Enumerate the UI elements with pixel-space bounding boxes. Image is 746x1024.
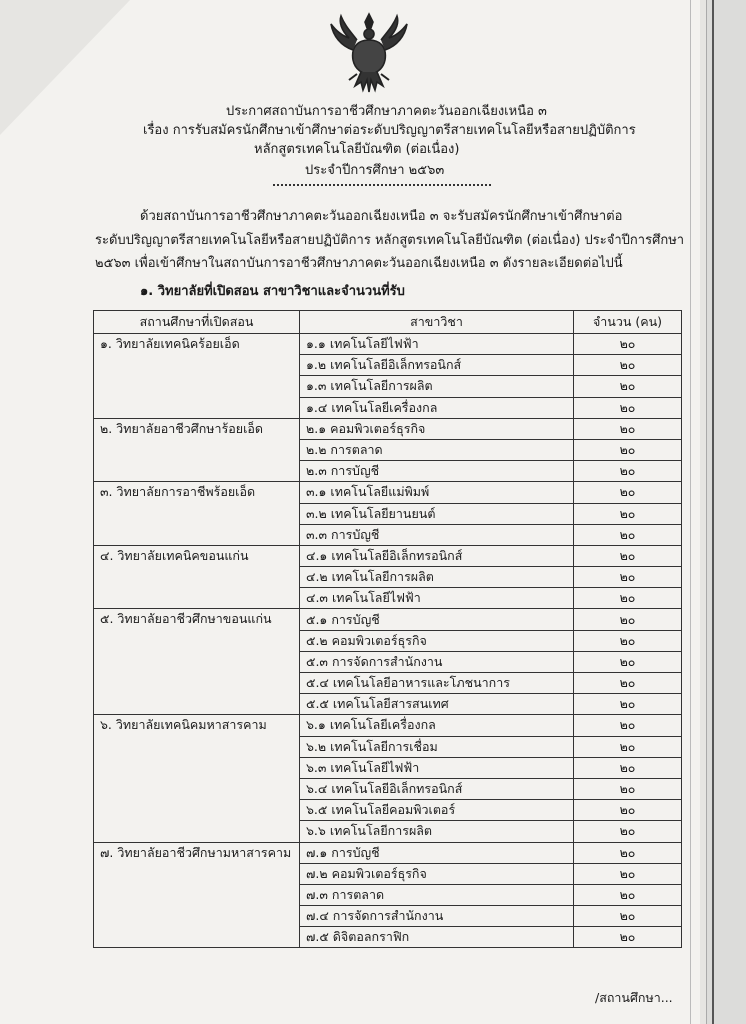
- major-cell: ๔.๒ เทคโนโลยีการผลิต: [300, 567, 574, 588]
- column-header: สาขาวิชา: [300, 311, 574, 334]
- major-cell: ๓.๓ การบัญชี: [300, 524, 574, 545]
- binding-line: [712, 0, 714, 1024]
- body-paragraph-line-3: ๒๕๖๓ เพื่อเข้าศึกษาในสถาบันการอาชีวศึกษาภาคตะวันออกเฉียงเหนือ ๓ ดังรายละเอียดต่อไปนี้: [95, 256, 623, 271]
- major-cell: ๗.๔ การจัดการสำนักงาน: [300, 906, 574, 927]
- count-cell: ๒๐: [574, 651, 682, 672]
- divider: [273, 184, 491, 186]
- count-cell: ๒๐: [574, 482, 682, 503]
- institution-cell: ๗. วิทยาลัยอาชีวศึกษามหาสารคาม: [94, 842, 300, 948]
- major-cell: ๑.๓ เทคโนโลยีการผลิต: [300, 376, 574, 397]
- major-cell: ๔.๑ เทคโนโลยีอิเล็กทรอนิกส์: [300, 545, 574, 566]
- major-cell: ๖.๒ เทคโนโลยีการเชื่อม: [300, 736, 574, 757]
- major-cell: ๓.๒ เทคโนโลยียานยนต์: [300, 503, 574, 524]
- institution-cell: ๑. วิทยาลัยเทคนิคร้อยเอ็ด: [94, 334, 300, 419]
- count-cell: ๒๐: [574, 609, 682, 630]
- header-curriculum: หลักสูตรเทคโนโลยีบัณฑิต (ต่อเนื่อง): [254, 142, 460, 157]
- count-cell: ๒๐: [574, 355, 682, 376]
- table-row: [94, 545, 682, 566]
- table-row: [94, 482, 682, 503]
- count-cell: ๒๐: [574, 588, 682, 609]
- count-cell: ๒๐: [574, 418, 682, 439]
- count-cell: ๒๐: [574, 503, 682, 524]
- major-cell: ๗.๓ การตลาด: [300, 884, 574, 905]
- column-header: จำนวน (คน): [574, 311, 682, 334]
- institution-cell: ๖. วิทยาลัยเทคนิคมหาสารคาม: [94, 715, 300, 842]
- table-row: [94, 418, 682, 439]
- count-cell: ๒๐: [574, 927, 682, 948]
- count-cell: ๒๐: [574, 863, 682, 884]
- table-row: [94, 842, 682, 863]
- header-subject: เรื่อง การรับสมัครนักศึกษาเข้าศึกษาต่อระดับปริญญาตรีสายเทคโนโลยีหรือสายปฏิบัติการ: [143, 123, 636, 138]
- body-paragraph-line-2: ระดับปริญญาตรีสายเทคโนโลยีหรือสายปฏิบัติการ หลักสูตรเทคโนโลยีบัณฑิต (ต่อเนื่อง) ประจำปีการศึกษา: [95, 233, 685, 248]
- institution-cell: ๓. วิทยาลัยการอาชีพร้อยเอ็ด: [94, 482, 300, 546]
- count-cell: ๒๐: [574, 397, 682, 418]
- count-cell: ๒๐: [574, 906, 682, 927]
- major-cell: ๕.๒ คอมพิวเตอร์ธุรกิจ: [300, 630, 574, 651]
- count-cell: ๒๐: [574, 439, 682, 460]
- count-cell: ๒๐: [574, 715, 682, 736]
- count-cell: ๒๐: [574, 757, 682, 778]
- major-cell: ๖.๑ เทคโนโลยีเครื่องกล: [300, 715, 574, 736]
- body-paragraph-line-1: ด้วยสถาบันการอาชีวศึกษาภาคตะวันออกเฉียงเหนือ ๓ จะรับสมัครนักศึกษาเข้าศึกษาต่อ: [140, 209, 623, 224]
- table-header-row: [94, 311, 682, 334]
- major-cell: ๕.๓ การจัดการสำนักงาน: [300, 651, 574, 672]
- major-cell: ๒.๒ การตลาด: [300, 439, 574, 460]
- count-cell: ๒๐: [574, 694, 682, 715]
- continued-footer: /สถานศึกษา...: [595, 990, 673, 1005]
- count-cell: ๒๐: [574, 334, 682, 355]
- major-cell: ๗.๑ การบัญชี: [300, 842, 574, 863]
- garuda-emblem-icon: [327, 10, 411, 98]
- major-cell: ๔.๓ เทคโนโลยีไฟฟ้า: [300, 588, 574, 609]
- major-cell: ๕.๑ การบัญชี: [300, 609, 574, 630]
- count-cell: ๒๐: [574, 778, 682, 799]
- page-fold-line: [690, 0, 691, 1024]
- major-cell: ๒.๓ การบัญชี: [300, 461, 574, 482]
- count-cell: ๒๐: [574, 800, 682, 821]
- count-cell: ๒๐: [574, 842, 682, 863]
- header-year: ประจำปีการศึกษา ๒๕๖๓: [305, 163, 445, 178]
- major-cell: ๕.๕ เทคโนโลยีสารสนเทศ: [300, 694, 574, 715]
- table-row: [94, 715, 682, 736]
- section-title: ๑. วิทยาลัยที่เปิดสอน สาขาวิชาและจำนวนที่รับ: [140, 284, 405, 299]
- count-cell: ๒๐: [574, 567, 682, 588]
- major-cell: ๑.๒ เทคโนโลยีอิเล็กทรอนิกส์: [300, 355, 574, 376]
- major-cell: ๖.๓ เทคโนโลยีไฟฟ้า: [300, 757, 574, 778]
- table-row: [94, 334, 682, 355]
- column-header: สถานศึกษาที่เปิดสอน: [94, 311, 300, 334]
- count-cell: ๒๐: [574, 736, 682, 757]
- count-cell: ๒๐: [574, 884, 682, 905]
- major-cell: ๑.๑ เทคโนโลยีไฟฟ้า: [300, 334, 574, 355]
- major-cell: ๖.๕ เทคโนโลยีคอมพิวเตอร์: [300, 800, 574, 821]
- major-cell: ๕.๔ เทคโนโลยีอาหารและโภชนาการ: [300, 673, 574, 694]
- major-cell: ๖.๖ เทคโนโลยีการผลิต: [300, 821, 574, 842]
- major-cell: ๓.๑ เทคโนโลยีแม่พิมพ์: [300, 482, 574, 503]
- major-cell: ๗.๒ คอมพิวเตอร์ธุรกิจ: [300, 863, 574, 884]
- count-cell: ๒๐: [574, 821, 682, 842]
- institution-cell: ๒. วิทยาลัยอาชีวศึกษาร้อยเอ็ด: [94, 418, 300, 482]
- institution-cell: ๕. วิทยาลัยอาชีวศึกษาขอนแก่น: [94, 609, 300, 715]
- count-cell: ๒๐: [574, 630, 682, 651]
- table-row: [94, 609, 682, 630]
- count-cell: ๒๐: [574, 461, 682, 482]
- major-cell: ๖.๔ เทคโนโลยีอิเล็กทรอนิกส์: [300, 778, 574, 799]
- count-cell: ๒๐: [574, 673, 682, 694]
- count-cell: ๒๐: [574, 376, 682, 397]
- major-cell: ๗.๕ ดิจิตอลกราฟิก: [300, 927, 574, 948]
- institution-cell: ๔. วิทยาลัยเทคนิคขอนแก่น: [94, 545, 300, 609]
- major-cell: ๒.๑ คอมพิวเตอร์ธุรกิจ: [300, 418, 574, 439]
- header-line-1: ประกาศสถาบันการอาชีวศึกษาภาคตะวันออกเฉียงเหนือ ๓: [226, 104, 547, 119]
- major-cell: ๑.๔ เทคโนโลยีเครื่องกล: [300, 397, 574, 418]
- count-cell: ๒๐: [574, 524, 682, 545]
- admission-table: [93, 310, 682, 948]
- count-cell: ๒๐: [574, 545, 682, 566]
